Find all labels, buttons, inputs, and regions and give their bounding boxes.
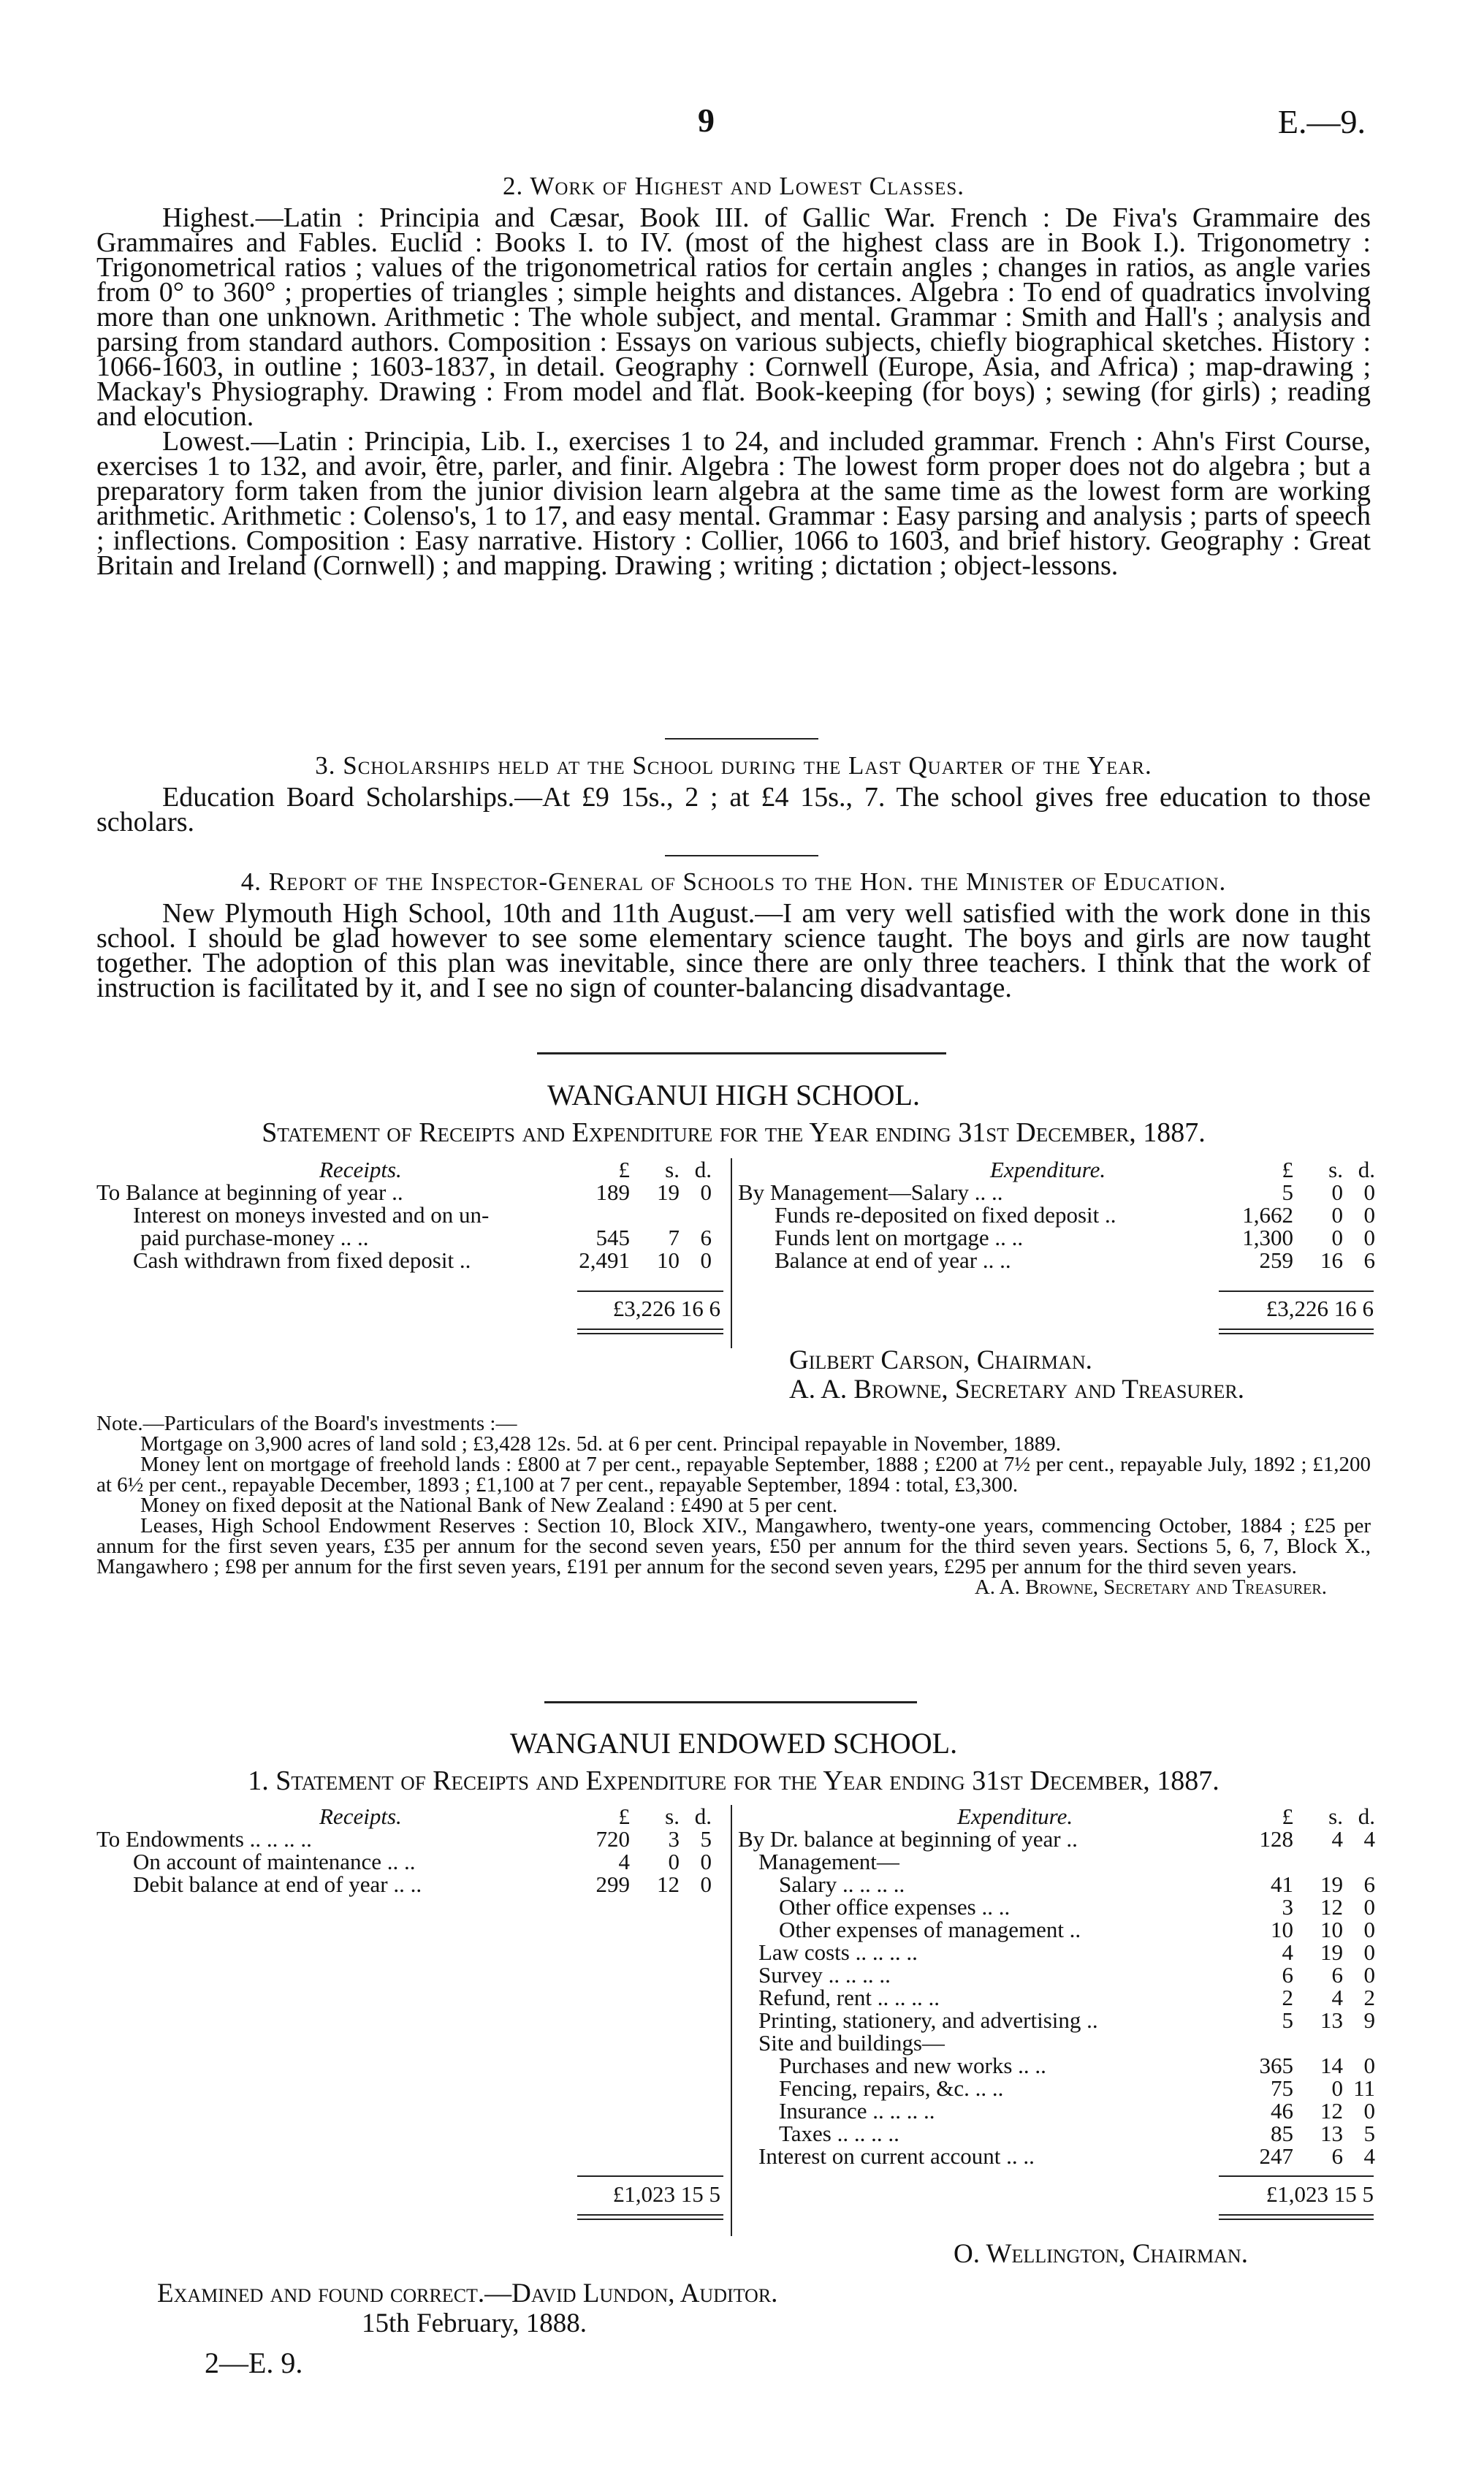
shillings-value: 19: [1320, 1871, 1343, 1897]
highest-class-paragraph: Highest.—Latin : Principia and Cæsar, Book III. of Gallic War. French : De Fiva's Grammaire des Grammaires and Fables. Euclid : Books I. to IV. (most of the highest class are in Book I.). Trigonometry : Trigonometrical ratios ; values of the trigonometrical ratios for certain angles ; changes in ratios, as angle varies from 0° to 360° ; properties of triangles ; simple heights and distances. Algebra : To end of quadratics involving more than one unknown. Arithmetic : The whole subject, and mental. Grammar : Smith and Hall's ; analysis and parsing from standard authors. Composition : Essays on various subjects, chiefly biographical sketches. History : 1066-1603, in outline ; 1603-1837, in detail. Geography : Cornwell (Europe, Asia, and Africa) ; map-drawing ; Mackay's Physiography. Drawing : From model and flat. Book-keeping (for boys) ; sewing (for girls) ; reading and elocution.: [96, 202, 1371, 432]
endowed-school-receipts: [96, 1805, 725, 1896]
ledger-label: Other office expenses .. ..: [779, 1894, 1011, 1920]
ledger-label: On account of maintenance .. ..: [133, 1849, 416, 1874]
pence-value: 0: [700, 1871, 712, 1897]
receipts-head: Receipts.: [319, 1157, 402, 1182]
audit-date: 15th February, 1888.: [362, 2308, 587, 2338]
pounds-value: 247: [1259, 2143, 1293, 2169]
pounds-value: 6: [1282, 1962, 1293, 1988]
total-rule: [577, 2214, 723, 2216]
pence-head: d.: [694, 1157, 712, 1182]
shillings-value: 0: [1331, 2075, 1343, 2101]
pence-head: d.: [1358, 1157, 1375, 1182]
ledger-row: [738, 2145, 1381, 2167]
ledger-label: Purchases and new works .. ..: [779, 2053, 1046, 2078]
ledger-row: [738, 1181, 1381, 1204]
divider: [544, 1701, 917, 1703]
divider: [665, 738, 818, 740]
pence-value: 0: [700, 1849, 712, 1874]
total-rule: [1219, 1328, 1374, 1330]
shillings-value: 7: [668, 1225, 680, 1250]
pence-head: d.: [1358, 1803, 1375, 1829]
pounds-value: 2: [1282, 1985, 1293, 2010]
section-2-heading: 2. Work of Highest and Lowest Classes.: [502, 172, 965, 200]
auditor-statement: Examined and found correct.—David Lundon, Auditor.: [157, 2278, 778, 2308]
shillings-value: 3: [668, 1826, 680, 1852]
ledger-label: paid purchase-money .. ..: [140, 1225, 369, 1250]
ledger-row: [738, 2009, 1381, 2031]
total-rule: [1219, 2214, 1374, 2216]
endowed-chairman-signature: O. Wellington, Chairman.: [954, 2239, 1248, 2269]
shillings-value: 10: [657, 1247, 680, 1273]
pounds-value: 1,662: [1242, 1202, 1293, 1228]
sum-line: [1219, 1290, 1374, 1292]
total-rule: [577, 2219, 723, 2220]
shillings-value: 16: [1320, 1247, 1343, 1273]
pence-value: 4: [1363, 2143, 1375, 2169]
pounds-value: 545: [595, 1225, 630, 1250]
pounds-value: 41: [1271, 1871, 1293, 1897]
ledger-row: [738, 2099, 1381, 2122]
pence-value: 5: [700, 1826, 712, 1852]
pence-value: 0: [1363, 1179, 1375, 1205]
ledger-row: [738, 2077, 1381, 2099]
high-school-title: WANGANUI HIGH SCHOOL.: [547, 1079, 920, 1111]
expenditure-total: £3,226 16 6: [1266, 1296, 1374, 1321]
high-school-expenditure: [738, 1158, 1381, 1271]
ledger-label: By Management—Salary .. ..: [738, 1179, 1003, 1205]
ledger-row: [96, 1204, 725, 1226]
pounds-value: 5: [1282, 1179, 1293, 1205]
ledger-label: Interest on current account .. ..: [758, 2143, 1035, 2169]
pounds-head: £: [618, 1157, 630, 1182]
pounds-value: 10: [1271, 1917, 1293, 1942]
shillings-value: 0: [668, 1849, 680, 1874]
pounds-value: 720: [595, 1826, 630, 1852]
pence-value: 0: [1363, 1225, 1375, 1250]
pence-value: 6: [1363, 1871, 1375, 1897]
note-mortgage: Mortgage on 3,900 acres of land sold ; £3,428 12s. 5d. at 6 per cent. Principal repayable in November, 1889.: [140, 1432, 1062, 1456]
shillings-head: s.: [665, 1157, 680, 1182]
pounds-value: 1,300: [1242, 1225, 1293, 1250]
ledger-row: [738, 1249, 1381, 1271]
column-divider: [731, 1805, 732, 2236]
shillings-value: 0: [1331, 1179, 1343, 1205]
receipts-total: £3,226 16 6: [612, 1296, 720, 1321]
total-rule: [577, 1333, 723, 1334]
pounds-value: 5: [1282, 2007, 1293, 2033]
pounds-value: 189: [595, 1179, 630, 1205]
ledger-row: [738, 1873, 1381, 1896]
sum-line: [1219, 2175, 1374, 2177]
pence-value: 9: [1363, 2007, 1375, 2033]
ledger-row: [738, 1850, 1381, 1873]
ledger-label: To Balance at beginning of year ..: [96, 1179, 403, 1205]
pence-value: 0: [1363, 1894, 1375, 1920]
shillings-value: 4: [1331, 1985, 1343, 2010]
pence-value: 6: [1363, 1247, 1375, 1273]
pounds-value: 365: [1259, 2053, 1293, 2078]
pence-value: 0: [1363, 1917, 1375, 1942]
pounds-value: 75: [1271, 2075, 1293, 2101]
shillings-value: 10: [1320, 1917, 1343, 1942]
sum-line: [577, 2175, 723, 2177]
endowed-school-expenditure: [738, 1805, 1381, 2167]
chairman-signature: Gilbert Carson, Chairman.: [789, 1345, 1092, 1375]
ledger-label: Salary .. .. .. ..: [779, 1871, 905, 1897]
high-school-statement-title: Statement of Receipts and Expenditure for the Year ending 31st December, 1887.: [262, 1117, 1206, 1148]
section-2: [96, 172, 1371, 581]
ledger-label: Taxes .. .. .. ..: [779, 2121, 899, 2146]
shillings-value: 12: [1320, 2098, 1343, 2124]
ledger-label: Survey .. .. .. ..: [758, 1962, 891, 1988]
pounds-head: £: [1282, 1157, 1293, 1182]
high-school-receipts-total: [577, 1297, 720, 1320]
ledger-row: [738, 1918, 1381, 1941]
note-fixed-deposit: Money on fixed deposit at the National Bank of New Zealand : £490 at 5 per cent.: [140, 1494, 838, 1517]
divider: [537, 1052, 946, 1054]
shillings-value: 6: [1331, 1962, 1343, 1988]
pounds-head: £: [1282, 1803, 1293, 1829]
endowed-school-receipts-total: [577, 2183, 720, 2205]
shillings-value: 13: [1320, 2007, 1343, 2033]
divider: [665, 855, 818, 856]
ledger-label: Debit balance at end of year .. ..: [133, 1871, 422, 1897]
high-school-heading-block: [96, 1078, 1371, 1149]
receipts-head: Receipts.: [319, 1803, 402, 1829]
section-3: [96, 751, 1371, 835]
total-rule: [1219, 2219, 1374, 2220]
high-school-expenditure-total: [1219, 1297, 1374, 1320]
ledger-label: By Dr. balance at beginning of year ..: [738, 1826, 1078, 1852]
pence-head: d.: [694, 1803, 712, 1829]
pence-value: 0: [1363, 2053, 1375, 2078]
ledger-label: Other expenses of management ..: [779, 1917, 1081, 1942]
investment-notes: [96, 1413, 1371, 1597]
ledger-row: [738, 1204, 1381, 1226]
secretary-signature: A. A. Browne, Secretary and Treasurer.: [789, 1375, 1244, 1404]
ledger-row: [96, 1873, 725, 1896]
expenditure-head: Expenditure.: [990, 1157, 1106, 1182]
lowest-class-paragraph: Lowest.—Latin : Principia, Lib. I., exercises 1 to 24, and included grammar. French : Ahn's First Course, exercises 1 to 132, and avoir, être, parler, and finir. Algebra : The lowest form proper does not do algebra ; but a preparatory form taken from the junior division learn algebra at the same time as the lowest form are working arithmetic. Arithmetic : Colenso's, 1 to 17, and easy mental. Grammar : Easy parsing and analysis ; parts of speech ; inflections. Composition : Easy narrative. History : Collier, 1066 to 1603, and brief history. Geography : Great Britain and Ireland (Cornwell) ; and mapping. Drawing ; writing ; dictation ; object-lessons.: [96, 426, 1371, 581]
document-code: E.—9.: [1277, 103, 1366, 140]
ledger-label: Law costs .. .. .. ..: [758, 1939, 918, 1965]
note-money-lent: Money lent on mortgage of freehold lands : £800 at 7 per cent., repayable September, 1888 ; £200 at 7½ per cent., repayable July, 1892 ; £1,200 at 6½ per cent., repayable December, 1893 ; £1,100 at 7 per cent., repayable September, 1894 : total, £3,300.: [96, 1453, 1371, 1497]
note-signature: A. A. Browne, Secretary and Treasurer.: [974, 1575, 1327, 1599]
inspector-report-paragraph: New Plymouth High School, 10th and 11th August.—I am very well satisfied with the work done in this school. I should be glad however to see some elementary science taught. The boys and girls are now taught together. The adoption of this plan was inevitable, since there are only three teachers. I think that the work of instruction is facilitated by it, and I see no sign of counter-balancing disadvantage.: [96, 898, 1371, 1003]
shillings-value: 12: [657, 1871, 680, 1897]
endowed-school-expenditure-total: [1219, 2183, 1374, 2205]
ledger-row: [738, 1986, 1381, 2009]
ledger-row: [96, 1226, 725, 1249]
ledger-row: [96, 1181, 725, 1204]
pence-value: 0: [1363, 1939, 1375, 1965]
ledger-label: Refund, rent .. .. .. ..: [758, 1985, 940, 2010]
pence-value: 0: [1363, 1962, 1375, 1988]
ledger-label: Funds lent on mortgage .. ..: [775, 1225, 1024, 1250]
ledger-row: [738, 1828, 1381, 1850]
ledger-row: [738, 2054, 1381, 2077]
ledger-label: Management—: [758, 1849, 899, 1874]
ledger-label: Balance at end of year .. ..: [775, 1247, 1011, 1273]
shillings-value: 0: [1331, 1225, 1343, 1250]
pounds-value: 4: [618, 1849, 630, 1874]
total-rule: [577, 1328, 723, 1330]
pence-value: 0: [700, 1247, 712, 1273]
ledger-label: Insurance .. .. .. ..: [779, 2098, 935, 2124]
ledger-label: Site and buildings—: [758, 2030, 945, 2056]
pounds-value: 299: [595, 1871, 630, 1897]
ledger-row: [96, 1850, 725, 1873]
sum-line: [577, 1290, 723, 1292]
pence-value: 11: [1353, 2075, 1375, 2101]
pounds-value: 3: [1282, 1894, 1293, 1920]
section-4-heading: 4. Report of the Inspector-General of Schools to the Hon. the Minister of Education.: [240, 867, 1227, 896]
pounds-value: 46: [1271, 2098, 1293, 2124]
page-number: 9: [698, 102, 715, 139]
ledger-row: [738, 2122, 1381, 2145]
ledger-label: Printing, stationery, and advertising ..: [758, 2007, 1098, 2033]
section-4: [96, 867, 1371, 1003]
pounds-value: 85: [1271, 2121, 1293, 2146]
signature-mark: 2—E. 9.: [205, 2346, 303, 2379]
pence-value: 6: [700, 1225, 712, 1250]
pounds-value: 4: [1282, 1939, 1293, 1965]
shillings-value: 4: [1331, 1826, 1343, 1852]
ledger-row: [96, 1249, 725, 1271]
pence-value: 0: [1363, 1202, 1375, 1228]
ledger-row: [738, 1226, 1381, 1249]
shillings-value: 19: [657, 1179, 680, 1205]
ledger-label: Interest on moneys invested and on un-: [133, 1202, 490, 1228]
total-rule: [1219, 1333, 1374, 1334]
shillings-value: 12: [1320, 1894, 1343, 1920]
scholarships-paragraph: Education Board Scholarships.—At £9 15s., 2 ; at £4 15s., 7. The school gives free education to those scholars.: [96, 782, 1371, 837]
shillings-head: s.: [665, 1803, 680, 1829]
ledger-row: [96, 1828, 725, 1850]
high-school-receipts: [96, 1158, 725, 1271]
shillings-value: 13: [1320, 2121, 1343, 2146]
pounds-head: £: [618, 1803, 630, 1829]
receipts-total: £1,023 15 5: [612, 2181, 720, 2207]
ledger-row: [738, 1964, 1381, 1986]
shillings-head: s.: [1328, 1803, 1343, 1829]
endowed-school-title: WANGANUI ENDOWED SCHOOL.: [509, 1727, 958, 1760]
pounds-value: 128: [1259, 1826, 1293, 1852]
shillings-value: 19: [1320, 1939, 1343, 1965]
column-divider: [731, 1158, 732, 1348]
shillings-value: 14: [1320, 2053, 1343, 2078]
ledger-label: Cash withdrawn from fixed deposit ..: [133, 1247, 471, 1273]
endowed-school-heading-block: [96, 1726, 1371, 1797]
ledger-label: Funds re-deposited on fixed deposit ..: [775, 1202, 1116, 1228]
shillings-value: 0: [1331, 1202, 1343, 1228]
pence-value: 2: [1363, 1985, 1375, 2010]
section-3-heading: 3. Scholarships held at the School during the Last Quarter of the Year.: [315, 751, 1152, 780]
pence-value: 4: [1363, 1826, 1375, 1852]
note-heading: Note.—Particulars of the Board's investments :—: [96, 1412, 517, 1435]
note-leases: Leases, High School Endowment Reserves : Section 10, Block XIV., Mangawhero, twenty-one years, commencing October, 1884 ; £25 per annum for the first seven years, £35 per annum for the second seven years, £50 per annum for the third seven years. Sections 5, 6, 7, Block X., Mangawhero ; £98 per annum for the first seven years, £191 per annum for the second seven years, £295 per annum for the third seven years.: [96, 1514, 1371, 1578]
expenditure-total: £1,023 15 5: [1266, 2181, 1374, 2207]
shillings-value: 6: [1331, 2143, 1343, 2169]
pounds-value: 2,491: [579, 1247, 630, 1273]
ledger-label: Fencing, repairs, &c. .. ..: [779, 2075, 1004, 2101]
pence-value: 0: [1363, 2098, 1375, 2124]
pence-value: 5: [1363, 2121, 1375, 2146]
endowed-school-statement-title: 1. Statement of Receipts and Expenditure for the Year ending 31st December, 1887.: [248, 1765, 1219, 1796]
ledger-row: [738, 1896, 1381, 1918]
ledger-row: [738, 1941, 1381, 1964]
pence-value: 0: [700, 1179, 712, 1205]
pounds-value: 259: [1259, 1247, 1293, 1273]
ledger-label: To Endowments .. .. .. ..: [96, 1826, 312, 1852]
ledger-row: [738, 2031, 1381, 2054]
expenditure-head: Expenditure.: [957, 1803, 1073, 1829]
shillings-head: s.: [1328, 1157, 1343, 1182]
